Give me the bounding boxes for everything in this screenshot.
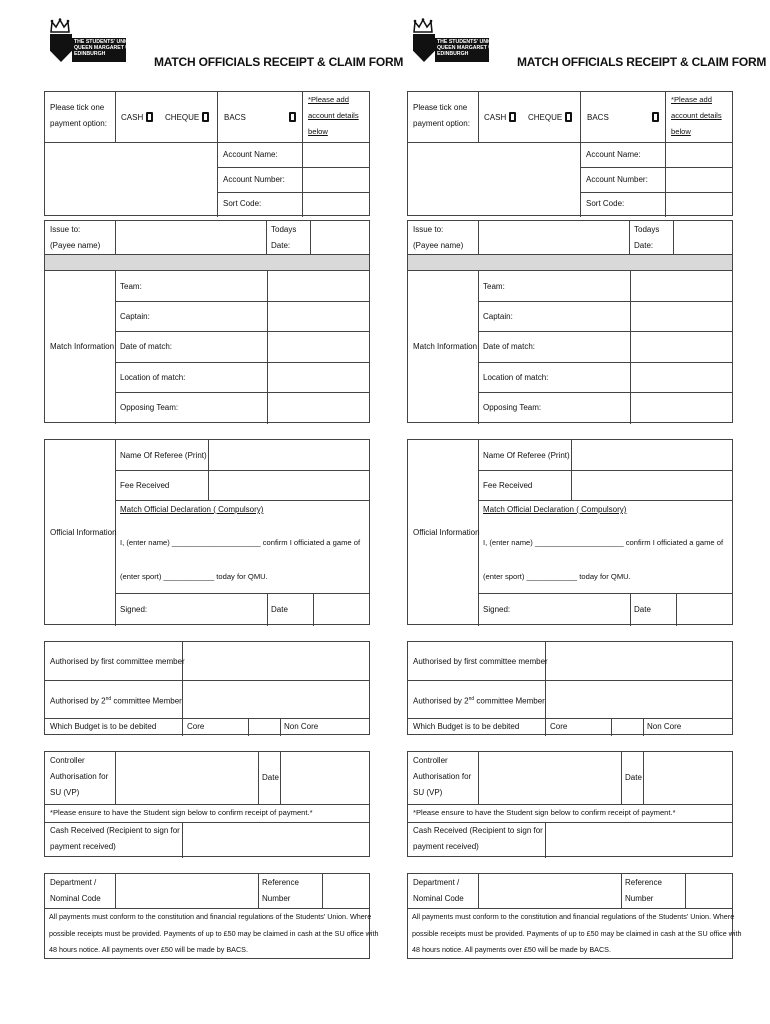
declaration-line-2: (enter sport) ____________ today for QMU. xyxy=(483,572,631,581)
account-number-label: Account Number: xyxy=(223,175,285,184)
match-date-label: Date of match: xyxy=(120,342,173,351)
todays-date-label: Todays Date: xyxy=(634,225,660,250)
bacs-checkbox[interactable] xyxy=(652,112,659,122)
match-info-label: Match Information xyxy=(413,342,478,351)
logo-line-1: THE STUDENTS' UNION xyxy=(437,39,497,45)
receipt-instruction: *Please ensure to have the Student sign below to confirm receipt of payment.* xyxy=(50,808,313,817)
controller-date-label: Date xyxy=(625,773,642,782)
account-details-note: *Please add account details below xyxy=(308,95,359,136)
budget-label: Which Budget is to be debited xyxy=(50,722,157,731)
cheque-checkbox[interactable] xyxy=(565,112,572,122)
controller-label: Controller Authorisation for SU (VP) xyxy=(50,756,109,797)
declaration-label: Match Official Declaration ( Compulsory) xyxy=(120,505,264,514)
claim-form-right xyxy=(407,0,767,1024)
todays-date-label: Todays Date: xyxy=(271,225,297,250)
referee-name-label: Name Of Referee (Print) xyxy=(120,451,207,460)
signed-label: Signed: xyxy=(483,605,511,614)
controller-date-label: Date xyxy=(262,773,279,782)
account-number-label: Account Number: xyxy=(586,175,648,184)
core-label: Core xyxy=(550,722,568,731)
footer-section xyxy=(44,873,379,959)
authorisation-section xyxy=(407,641,733,735)
logo-line-3: EDINBURGH xyxy=(74,51,106,57)
payment-policy-note: All payments must conform to the constitution and financial regulations of the Students' Union. Where possible receipts must be provided. Payments of up to £50 may be claimed in cash at the SU office with 48 hours notice. All payments over £50 will be made by BACS. xyxy=(412,912,742,954)
account-details-note: *Please add account details below xyxy=(671,95,722,136)
opposing-team-label: Opposing Team: xyxy=(483,403,542,412)
team-label: Team: xyxy=(120,282,142,291)
fee-received-label: Fee Received xyxy=(483,481,533,490)
official-info-label: Official Information xyxy=(413,528,480,537)
issue-section xyxy=(407,220,733,271)
budget-label: Which Budget is to be debited xyxy=(413,722,520,731)
second-committee-label: Authorised by 2nd committee Member xyxy=(413,696,545,706)
captain-label: Captain: xyxy=(483,312,513,321)
match-section xyxy=(407,270,733,423)
payment-section xyxy=(44,91,370,216)
first-committee-label: Authorised by first committee member xyxy=(50,657,185,666)
declaration-line-1: I, (enter name) _____________________ confirm I officiated a game of xyxy=(483,538,724,547)
declaration-line-1: I, (enter name) _____________________ confirm I officiated a game of xyxy=(120,538,361,547)
match-location-label: Location of match: xyxy=(483,373,549,382)
sort-code-label: Sort Code: xyxy=(586,199,625,208)
match-location-label: Location of match: xyxy=(120,373,186,382)
declaration-label: Match Official Declaration ( Compulsory) xyxy=(483,505,627,514)
noncore-label: Non Core xyxy=(647,722,682,731)
cash-label: CASH xyxy=(121,113,144,122)
account-name-label: Account Name: xyxy=(223,150,278,159)
issue-to-label: Issue to: (Payee name) xyxy=(50,225,101,250)
logo-line-2: QUEEN MARGARET UNIVERSITY xyxy=(437,45,520,51)
su-logo xyxy=(413,18,520,64)
fee-received-label: Fee Received xyxy=(120,481,170,490)
cash-label: CASH xyxy=(484,113,507,122)
form-title: MATCH OFFICIALS RECEIPT & CLAIM FORM xyxy=(154,55,404,69)
cheque-checkbox[interactable] xyxy=(202,112,209,122)
first-committee-label: Authorised by first committee member xyxy=(413,657,548,666)
bacs-label: BACS xyxy=(224,113,246,122)
department-label: Department / Nominal Code xyxy=(50,878,101,903)
payment-section xyxy=(407,91,733,216)
declaration-line-2: (enter sport) ____________ today for QMU. xyxy=(120,572,268,581)
logo-text xyxy=(435,38,520,62)
controller-section xyxy=(44,751,370,857)
form-title: MATCH OFFICIALS RECEIPT & CLAIM FORM xyxy=(517,55,767,69)
logo-line-1: THE STUDENTS' UNION xyxy=(74,39,134,45)
authorisation-section xyxy=(44,641,370,735)
account-name-label: Account Name: xyxy=(586,150,641,159)
issue-to-label: Issue to: (Payee name) xyxy=(413,225,464,250)
signed-date-label: Date xyxy=(271,605,288,614)
logo-text xyxy=(72,38,157,62)
controller-section xyxy=(407,751,733,857)
bacs-checkbox[interactable] xyxy=(289,112,296,122)
su-logo xyxy=(50,18,157,64)
payment-label: Please tick one payment option: xyxy=(50,103,107,128)
team-label: Team: xyxy=(483,282,505,291)
official-info-label: Official Information xyxy=(50,528,117,537)
cheque-label: CHEQUE xyxy=(165,113,200,122)
shield-icon xyxy=(413,34,435,62)
cash-received-label: Cash Received (Recipient to sign for payment received) xyxy=(413,826,543,851)
controller-label: Controller Authorisation for SU (VP) xyxy=(413,756,472,797)
footer-section xyxy=(407,873,742,959)
referee-name-label: Name Of Referee (Print) xyxy=(483,451,570,460)
core-label: Core xyxy=(187,722,205,731)
payment-policy-note: All payments must conform to the constitution and financial regulations of the Students' Union. Where possible receipts must be provided. Payments of up to £50 may be claimed in cash at the SU office with 48 hours notice. All payments over £50 will be made by BACS. xyxy=(49,912,379,954)
logo-line-3: EDINBURGH xyxy=(437,51,469,57)
cash-received-label: Cash Received (Recipient to sign for payment received) xyxy=(50,826,180,851)
issue-section xyxy=(44,220,370,271)
bacs-label: BACS xyxy=(587,113,609,122)
department-label: Department / Nominal Code xyxy=(413,878,464,903)
match-section xyxy=(44,270,370,423)
official-section xyxy=(44,439,370,625)
match-info-label: Match Information xyxy=(50,342,115,351)
noncore-label: Non Core xyxy=(284,722,319,731)
official-section xyxy=(407,439,733,625)
receipt-instruction: *Please ensure to have the Student sign below to confirm receipt of payment.* xyxy=(413,808,676,817)
payment-label: Please tick one payment option: xyxy=(413,103,470,128)
opposing-team-label: Opposing Team: xyxy=(120,403,179,412)
second-committee-label: Authorised by 2nd committee Member xyxy=(50,696,182,706)
cheque-label: CHEQUE xyxy=(528,113,563,122)
cash-checkbox[interactable] xyxy=(146,112,153,122)
sort-code-label: Sort Code: xyxy=(223,199,262,208)
reference-label: Reference Number xyxy=(625,878,662,903)
crown-icon xyxy=(50,18,70,34)
captain-label: Captain: xyxy=(120,312,150,321)
signed-label: Signed: xyxy=(120,605,148,614)
signed-date-label: Date xyxy=(634,605,651,614)
shield-icon xyxy=(50,34,72,62)
crown-icon xyxy=(413,18,433,34)
match-date-label: Date of match: xyxy=(483,342,536,351)
logo-line-2: QUEEN MARGARET UNIVERSITY xyxy=(74,45,157,51)
cash-checkbox[interactable] xyxy=(509,112,516,122)
claim-form-left xyxy=(44,0,404,1024)
reference-label: Reference Number xyxy=(262,878,299,903)
